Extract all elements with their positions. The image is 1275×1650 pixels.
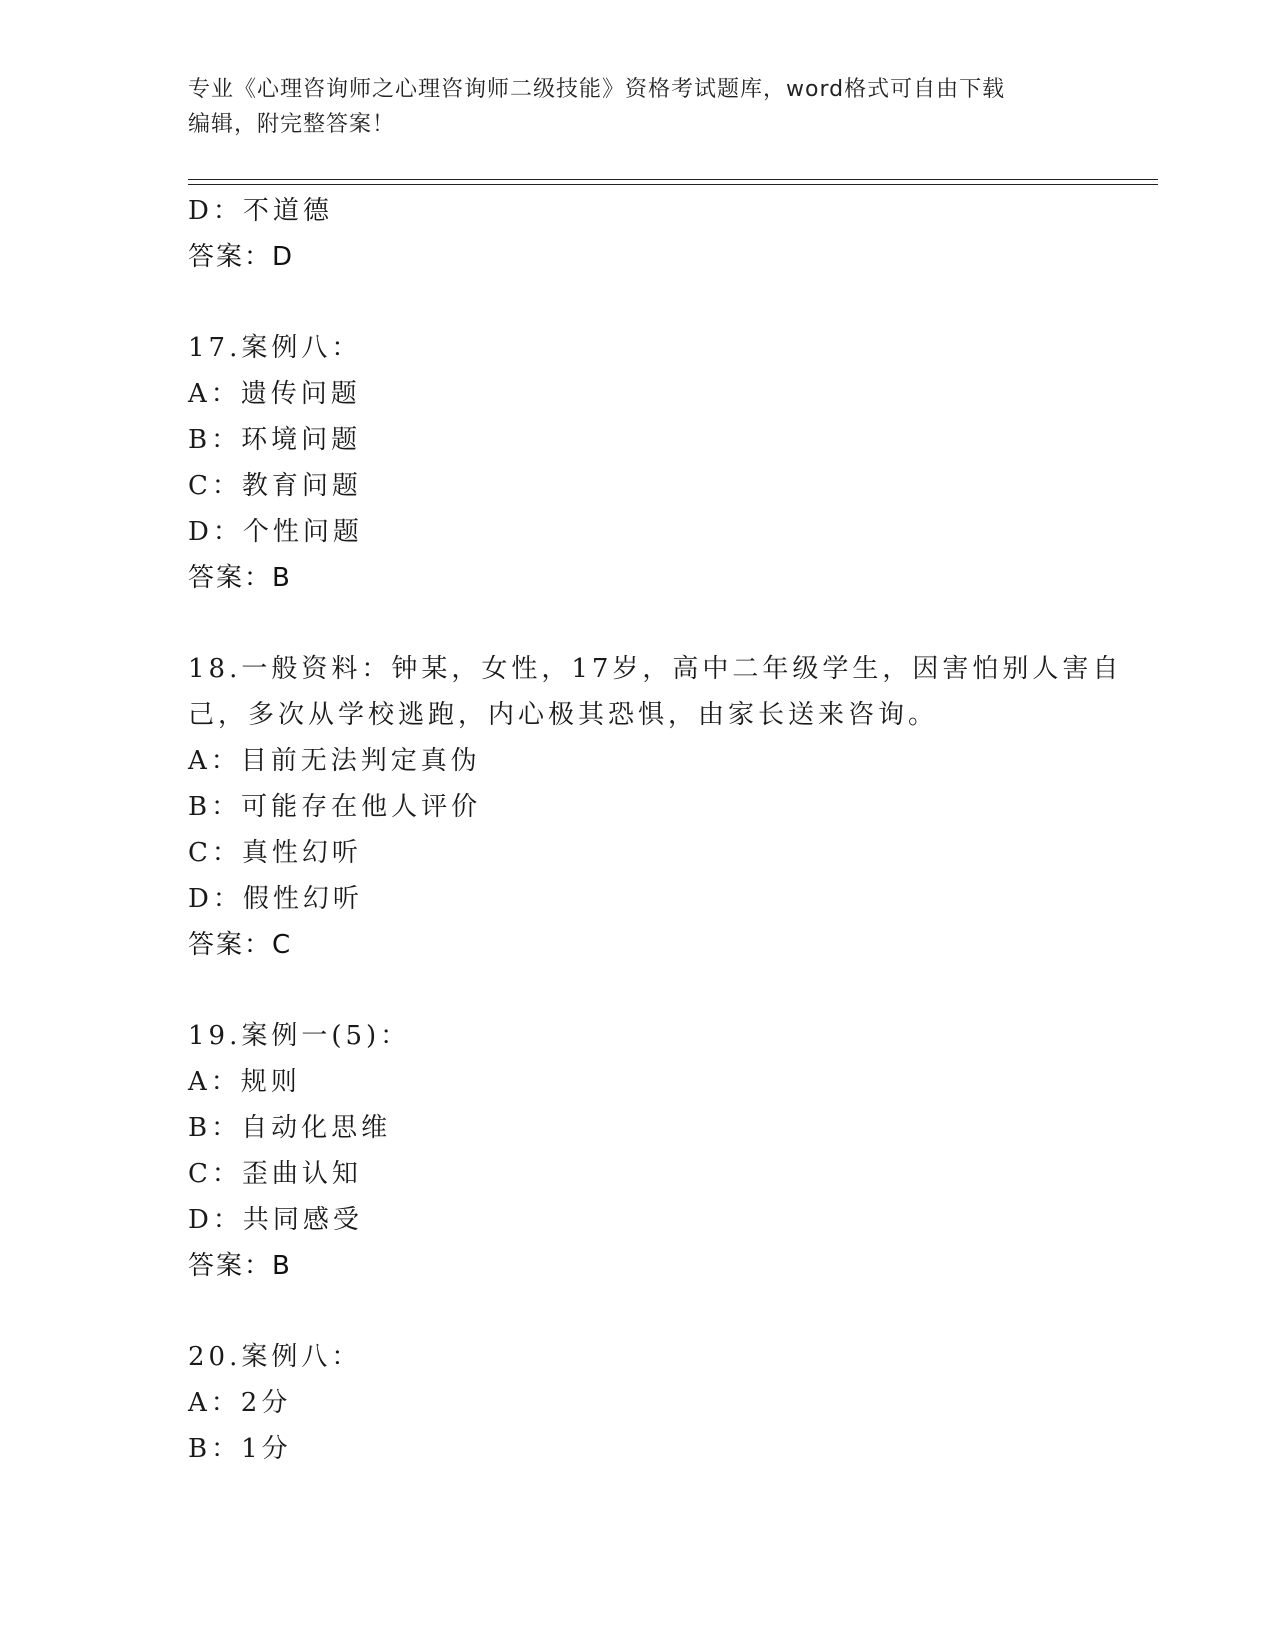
answer: 答案：C <box>188 930 293 960</box>
question-title: 19.案例一(5)： <box>188 1021 411 1051</box>
spacer <box>188 280 1158 325</box>
question-19 <box>188 1013 1158 1289</box>
prev-option-d: D：不道德 <box>188 196 333 226</box>
document-header <box>188 72 1088 142</box>
question-title-line-1: 18.一般资料：钟某，女性，17岁，高中二年级学生，因害怕别人害自 <box>188 654 1123 684</box>
question-18 <box>188 646 1158 968</box>
header-divider-top <box>188 179 1158 180</box>
option-c: C：真性幻听 <box>188 838 362 868</box>
prev-answer: 答案：D <box>188 242 295 272</box>
answer: 答案：B <box>188 563 292 593</box>
option-a: A：遗传问题 <box>188 379 361 409</box>
header-line-1: 专业《心理咨询师之心理咨询师二级技能》资格考试题库，word格式可自由下载 <box>188 77 1006 102</box>
spacer <box>188 601 1158 646</box>
question-20 <box>188 1334 1158 1472</box>
option-b: B：可能存在他人评价 <box>188 792 482 822</box>
option-d: D：共同感受 <box>188 1205 363 1235</box>
header-divider-bottom <box>188 184 1158 185</box>
option-b: B：1分 <box>188 1434 292 1464</box>
option-a: A：规则 <box>188 1067 301 1097</box>
option-b: B：环境问题 <box>188 425 362 455</box>
option-c: C：教育问题 <box>188 471 362 501</box>
question-17 <box>188 325 1158 601</box>
option-b: B：自动化思维 <box>188 1113 392 1143</box>
answer: 答案：B <box>188 1251 292 1281</box>
option-a: A：目前无法判定真伪 <box>188 746 481 776</box>
question-title: 17.案例八： <box>188 333 362 363</box>
option-c: C：歪曲认知 <box>188 1159 362 1189</box>
question-title-line-2: 己，多次从学校逃跑，内心极其恐惧，由家长送来咨询。 <box>188 700 939 730</box>
option-a: A：2分 <box>188 1388 292 1418</box>
option-d: D：假性幻听 <box>188 884 363 914</box>
option-d: D：个性问题 <box>188 517 363 547</box>
question-title: 20.案例八： <box>188 1342 362 1372</box>
spacer <box>188 1289 1158 1334</box>
spacer <box>188 968 1158 1013</box>
header-line-2: 编辑，附完整答案！ <box>188 112 396 137</box>
question-content <box>188 188 1158 1472</box>
